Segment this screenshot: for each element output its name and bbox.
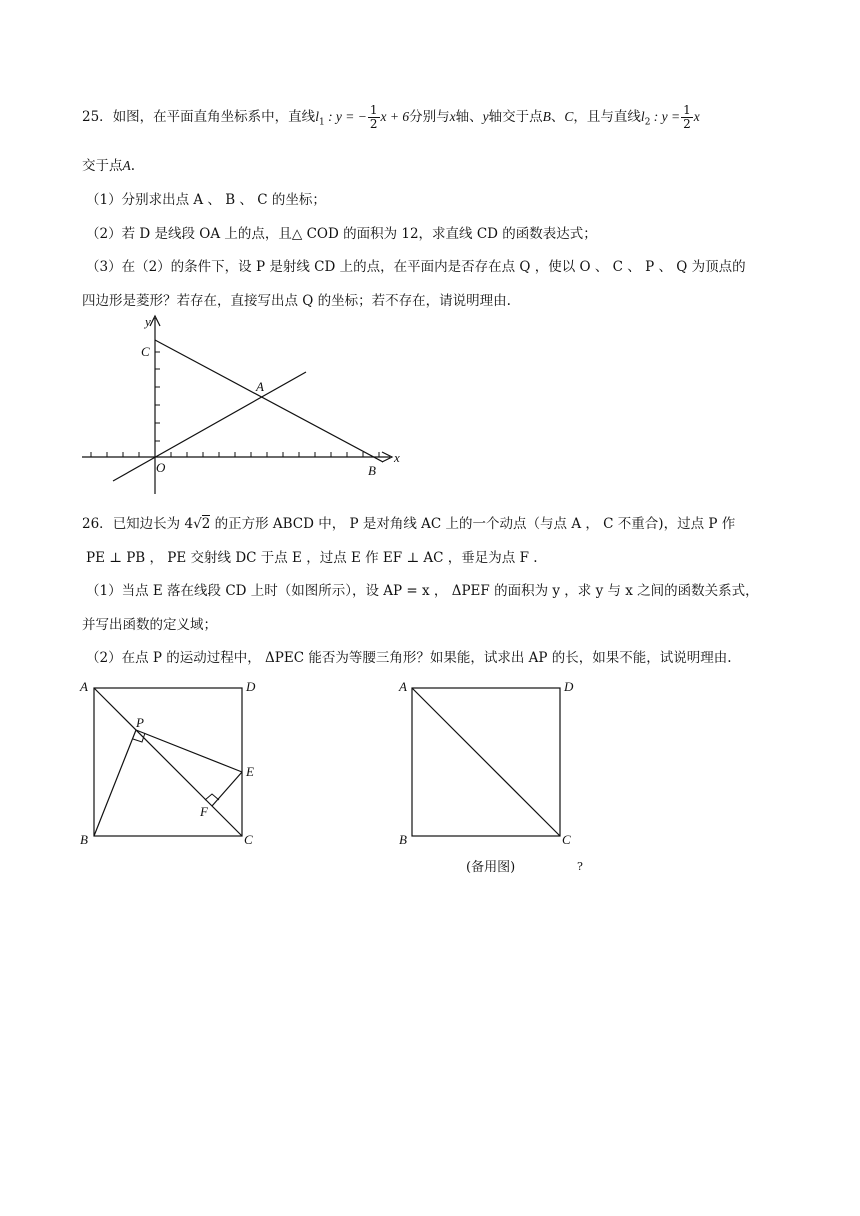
fig1-label-c: C bbox=[244, 832, 253, 847]
sep: 、 bbox=[550, 109, 565, 125]
l2-sub: 2 bbox=[644, 117, 651, 128]
q25-intro-a: 如图，在平面直角坐标系中，直线 bbox=[112, 109, 316, 125]
sqrt-arg: 2 bbox=[201, 516, 211, 532]
l1-name: l bbox=[315, 109, 319, 124]
q25-part-2: （2）若 D 是线段 OA 上的点，且△ COD 的面积为 12，求直线 CD 的函数表达式； bbox=[86, 226, 597, 242]
y-var: y bbox=[482, 109, 489, 124]
fig2-label-d: D bbox=[564, 679, 574, 694]
q26-part-2: （2）在点 P 的运动过程中， ΔPEC 能否为等腰三角形？如果能，试求出 AP 的长，如果不能，试说明理由. bbox=[86, 650, 732, 666]
q25-line-2 bbox=[82, 156, 135, 176]
fig1-label-e: E bbox=[246, 764, 254, 779]
l2-fraction bbox=[681, 104, 693, 131]
q25-line2-a: 交于点 bbox=[82, 158, 123, 174]
l1-fraction bbox=[368, 104, 380, 131]
q26-line-1 bbox=[82, 514, 735, 534]
q26-figure-2 bbox=[396, 676, 586, 852]
diagonal-ac-backup bbox=[412, 688, 560, 836]
fig2-caption: (备用图) bbox=[466, 860, 516, 875]
q26-l1-b: 的正方形 ABCD 中， P 是对角线 AC 上的一个动点（与点 A ， C 不重合)，过点 P 作 bbox=[210, 516, 736, 532]
right-angle-f bbox=[205, 794, 219, 800]
sqrt-sign: √ bbox=[193, 516, 202, 532]
frac2-den: 2 bbox=[683, 117, 691, 131]
diagonal-ac bbox=[94, 688, 242, 836]
frac-num: 1 bbox=[369, 103, 378, 117]
axis-mid: 轴、 bbox=[455, 109, 483, 125]
q25-part-3b: 四边形是菱形？若存在，直接写出点 Q 的坐标；若不存在，请说明理由. bbox=[82, 293, 511, 309]
fig2-label-b: B bbox=[399, 832, 407, 847]
segment-pb bbox=[94, 730, 136, 836]
line-l1 bbox=[155, 340, 383, 462]
y-ticks bbox=[155, 352, 160, 441]
q26-part-1b: 并写出函数的定义域； bbox=[82, 617, 217, 633]
x-ticks bbox=[91, 452, 379, 457]
q26-number: 26． bbox=[82, 516, 113, 532]
q25-figure bbox=[78, 312, 408, 498]
q25-part-1: （1）分别求出点 A 、 B 、 C 的坐标； bbox=[86, 192, 326, 208]
x-var: x bbox=[449, 109, 456, 124]
q25-number: 25． bbox=[82, 109, 113, 125]
q26-l1-a: 已知边长为 4 bbox=[112, 516, 194, 532]
l2-name: l bbox=[640, 109, 645, 124]
label-a: A bbox=[256, 379, 264, 394]
q25-intro-b: 分别与 bbox=[409, 109, 450, 125]
pt-c: C bbox=[564, 109, 574, 124]
fig1-label-b: B bbox=[80, 832, 88, 847]
label-c: C bbox=[141, 344, 150, 359]
q26-figure-1 bbox=[78, 676, 268, 852]
l1-sub: 1 bbox=[318, 117, 325, 128]
q25-line2-b: . bbox=[130, 158, 136, 174]
label-y: y bbox=[145, 314, 151, 329]
segment-pe bbox=[136, 730, 242, 772]
fig2-label-a: A bbox=[399, 679, 407, 694]
fig1-label-f: F bbox=[200, 804, 208, 819]
stray-mark: ? bbox=[577, 860, 583, 873]
frac2-num: 1 bbox=[683, 103, 691, 117]
pt-b: B bbox=[542, 109, 551, 124]
l1-eq-b: x + 6 bbox=[380, 109, 410, 124]
label-x: x bbox=[394, 450, 400, 465]
label-o: O bbox=[156, 460, 166, 475]
pt-a: A bbox=[122, 158, 131, 173]
line-l2 bbox=[113, 372, 306, 481]
segment-ef bbox=[212, 772, 242, 806]
q26-part-1a: （1）当点 E 落在线段 CD 上时（如图所示），设 AP = x ， ΔPEF 的面积为 y ，求 y 与 x 之间的函数关系式， bbox=[86, 583, 759, 599]
l2-eq-b: x bbox=[693, 109, 700, 124]
fig1-label-d: D bbox=[246, 679, 256, 694]
fig2-label-c: C bbox=[562, 832, 571, 847]
q25-intro-c: ，且与直线 bbox=[573, 109, 641, 125]
l2-eq-a: : y = bbox=[650, 109, 681, 124]
fig1-label-a: A bbox=[80, 679, 88, 694]
q25-part-3a: （3）在（2）的条件下，设 P 是射线 CD 上的点，在平面内是否存在点 Q ，使以 O 、 C 、 P 、 Q 为顶点的 bbox=[86, 259, 746, 275]
l1-eq-a: : y = − bbox=[324, 109, 367, 124]
fig1-label-p: P bbox=[136, 715, 144, 730]
q25-line-1 bbox=[82, 104, 700, 133]
label-b: B bbox=[368, 463, 376, 478]
q26-line-2: PE ⊥ PB ， PE 交射线 DC 于点 E ，过点 E 作 EF ⊥ AC ，垂足为点 F . bbox=[86, 550, 538, 566]
axis-end: 轴交于点 bbox=[488, 109, 543, 125]
frac-den: 2 bbox=[369, 117, 378, 131]
